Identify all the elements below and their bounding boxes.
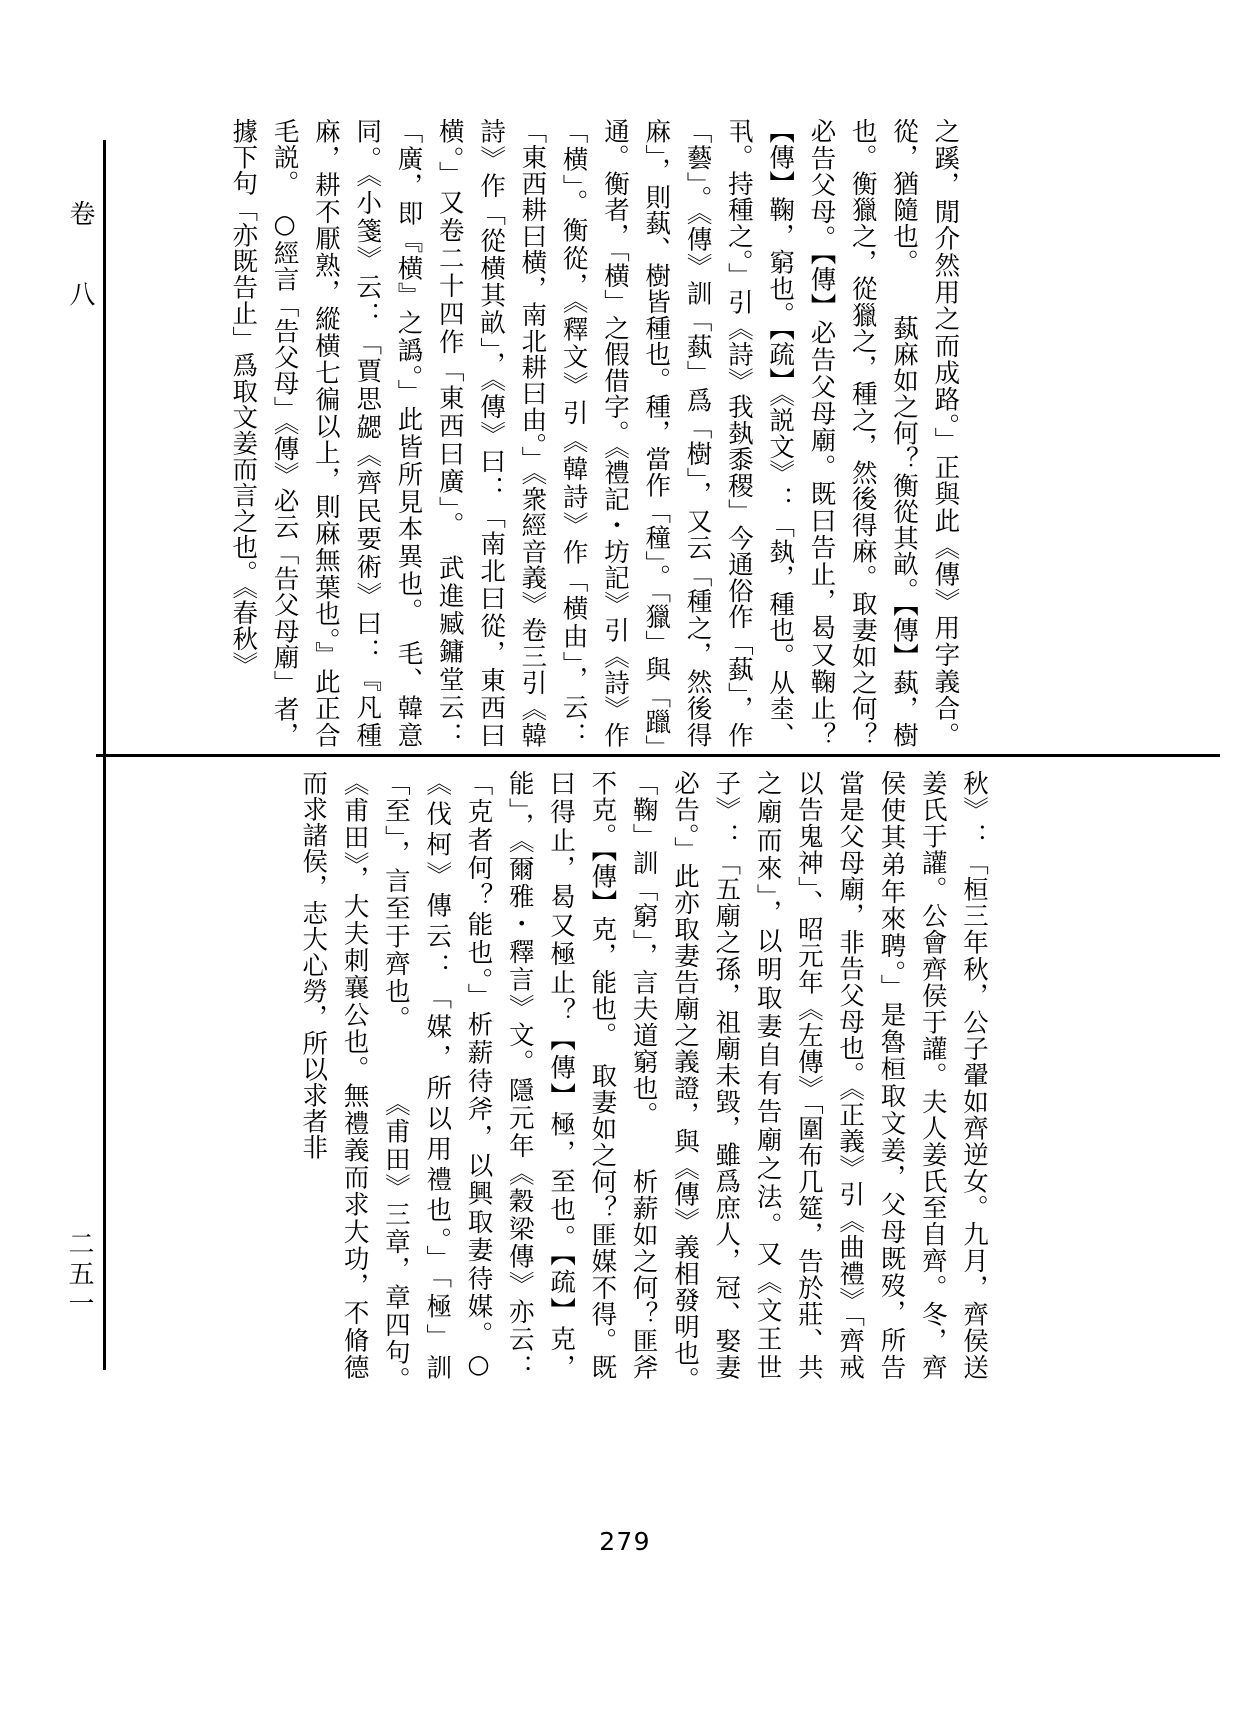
- page-label-text: 二五一: [64, 1230, 94, 1320]
- margin-page-label: [40, 1230, 98, 1320]
- folio-number: 279: [599, 1527, 651, 1556]
- volume-label-text: 卷 八: [65, 200, 95, 321]
- lower-text-section: [292, 770, 1222, 1433]
- section-divider: [96, 754, 1220, 757]
- margin-volume-label: [40, 200, 98, 321]
- upper-paragraph: 之蹊，閒介然用之而成路。」正與此《傳》用字義合。從，猶隨也。 蓺麻如之何？衡從其畝。【傳】蓺，樹也。衡獵之，從獵之，種之，然後得麻。取妻如之何？必告父母。【傳】必告父母廟。既曰告止，曷又鞠止？【傳】鞠，窮也。【疏】《説文》：「埶，種也。从坴、丮。持種之。」引《詩》我埶黍稷」今通俗作「蓺」，作「藝」。《傳》訓「蓺」爲「樹」，又云「種之，然後得麻」，則蓺、樹皆種也。種，當作「穜」。「獵」與「躐」通。衡者，「横」之假借字。《禮記・坊記》引《詩》作「横」。衡從，《釋文》引《韓詩》作「横由」，云：「東西耕曰横，南北耕曰由。」《衆經音義》卷三引《韓詩》作「從横其畝」，《傳》曰：「南北曰從，東西曰横。」又卷二十四作「東西曰廣」。 武進臧鏞堂云：「廣，即『横』之譌。」此皆所見本異也。 毛、韓意同。《小箋》云：「賈思勰《齊民要術》曰：『凡種麻，耕不厭熟，縱横七徧以上，則麻無葉也。』此正合毛説。 ○經言「告父母」《傳》必云「告父母廟」者，據下句「亦既告止」爲取文姜而言之也。《春秋》: [228, 118, 961, 748]
- lower-paragraph: 秋》：「桓三年秋，公子翬如齊逆女。九月，齊侯送姜氏于讙。公會齊侯于讙。夫人姜氏至自齊。冬，齊侯使其弟年來聘。」是魯桓取文姜，父母既歿，所告當是父母廟，非告父母也。《正義》引《曲禮》「齊戒以告鬼神」、昭元年《左傳》「圍布几筵，告於莊、共之廟而來」，以明取妻自有告廟之法。又《文王世子》：「五廟之孫，祖廟未毀，雖爲庶人，冠、娶妻必告。」此亦取妻告廟之義證，與《傳》義相發明也。 「鞠」訓「窮」，言夫道窮也。 析薪如之何？匪斧不克。【傳】克，能也。 取妻如之何？匪媒不得。既曰得止，曷又極止？【傳】極，至也。【疏】克，能」，《爾雅・釋言》文。隱元年《穀梁傳》亦云：「克者何？能也。」析薪待斧，以興取妻待媒。○《伐柯》傳云：「媒，所以用禮也。」「極」訓「至」，言至于齊也。 《甫田》三章，章四句。 《甫田》，大夫刺襄公也。無禮義而求大功，不脩德而求諸侯，志大心勞，所以求者非: [298, 770, 990, 1433]
- upper-text-section: [222, 118, 1222, 748]
